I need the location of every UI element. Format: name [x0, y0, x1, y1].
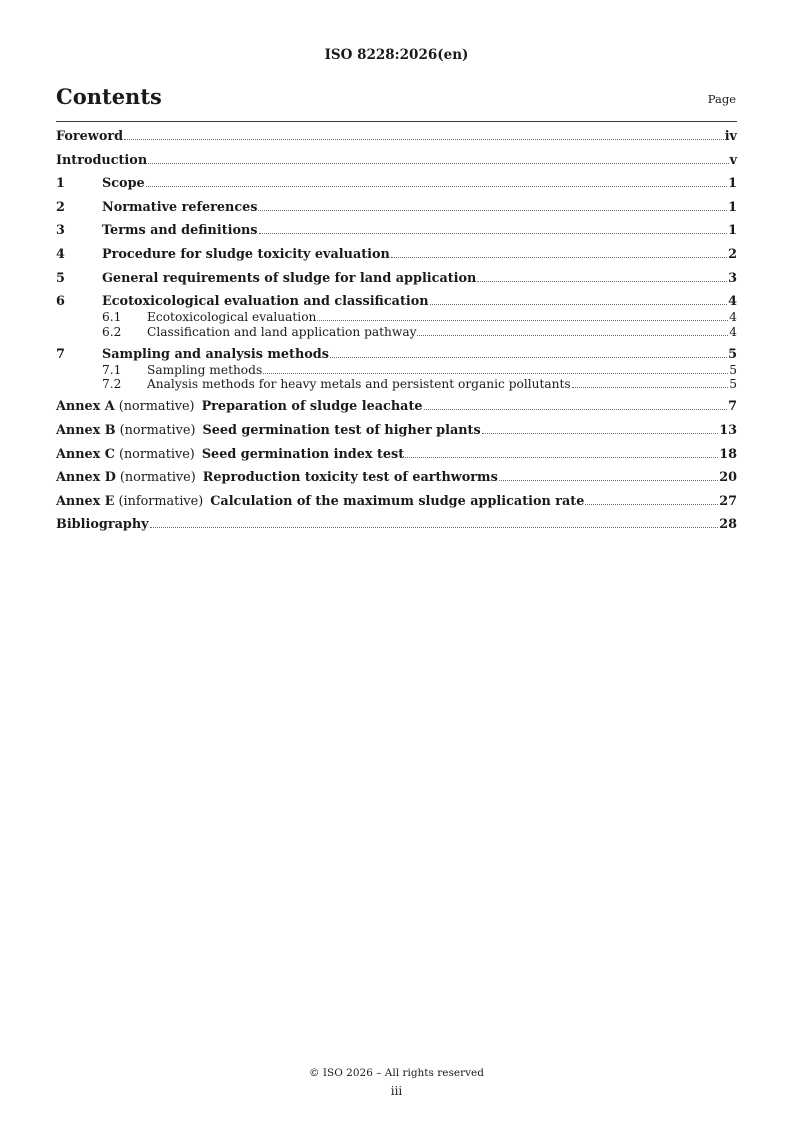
toc-entry-title: General requirements of sludge for land application: [102, 270, 477, 286]
toc-entry-page: 7: [728, 399, 737, 415]
toc-dot-leader: [572, 387, 729, 388]
toc-entry-title: Procedure for sludge toxicity evaluation: [102, 246, 390, 262]
toc-entry-page: 1: [728, 223, 737, 239]
toc-entry-introduction[interactable]: [56, 153, 737, 169]
toc-entry-page: 4: [729, 324, 737, 339]
toc-entry-page: 28: [719, 517, 737, 533]
annex-label: Annex B: [56, 422, 116, 438]
toc-annex-heading: [56, 423, 481, 439]
annex-kind: (normative): [119, 470, 196, 486]
copyright-notice: © ISO 2026 – All rights reserved: [309, 1067, 484, 1079]
toc-entry-page: 27: [719, 493, 737, 509]
toc-entry-number: 1: [56, 176, 65, 192]
annex-kind: (informative): [118, 493, 204, 509]
annex-title: Calculation of the maximum sludge application rate: [210, 493, 585, 509]
toc-entry-title: Classification and land application pathway: [147, 324, 417, 339]
toc-entry-title: Bibliography: [56, 517, 149, 533]
annex-kind: (normative): [118, 446, 195, 462]
page-number: iii: [390, 1084, 403, 1098]
toc-dot-leader: [499, 480, 718, 481]
toc-entry-subclause-6-2[interactable]: [56, 325, 737, 340]
toc-dot-leader: [148, 163, 728, 164]
annex-label: Annex A: [56, 399, 115, 415]
page-column-label: Page: [707, 92, 736, 106]
toc-entry-page: 5: [728, 346, 737, 362]
toc-entry-title: Normative references: [102, 199, 258, 215]
toc-entry-page: v: [729, 152, 737, 168]
toc-entry-title: Terms and definitions: [102, 223, 258, 239]
toc-dot-leader: [150, 527, 719, 528]
annex-kind: (normative): [118, 399, 195, 415]
document-id-header: ISO 8228:2026(en): [324, 47, 469, 63]
toc-annex-heading: [56, 447, 404, 463]
toc-dot-leader: [482, 433, 719, 434]
toc-dot-leader: [477, 281, 727, 282]
toc-entry-page: iv: [724, 129, 737, 144]
toc-entry-subclause-6-1[interactable]: [56, 310, 737, 325]
toc-entry-title: Introduction: [56, 152, 148, 168]
toc-dot-leader: [259, 233, 728, 234]
toc-entry-page: 2: [728, 246, 737, 262]
toc-entry-number: 6.1: [102, 310, 122, 325]
toc-entry-page: 5: [729, 377, 737, 392]
toc-entry-number: 6.2: [102, 324, 122, 339]
toc-entry-subclause-7-1[interactable]: [56, 363, 737, 378]
toc-dot-leader: [391, 257, 727, 258]
toc-dot-leader: [263, 373, 728, 374]
toc-entry-clause-4[interactable]: [56, 247, 737, 263]
toc-dot-leader: [330, 357, 727, 358]
toc-entry-page: 20: [719, 470, 737, 486]
toc-dot-leader: [430, 304, 728, 305]
toc-entry-annex-d[interactable]: [56, 470, 737, 486]
toc-entry-title: Foreword: [56, 129, 124, 144]
toc-entry-clause-2[interactable]: [56, 200, 737, 216]
toc-entry-clause-5[interactable]: [56, 271, 737, 287]
toc-entry-title: Sampling methods: [147, 362, 263, 377]
toc-dot-leader: [146, 186, 727, 187]
toc-entry-page: 1: [728, 199, 737, 215]
toc-entry-number: 7.2: [102, 377, 122, 392]
toc-entry-annex-e[interactable]: [56, 494, 737, 510]
toc-entry-title: Ecotoxicological evaluation and classification: [102, 294, 429, 310]
toc-entry-annex-b[interactable]: [56, 423, 737, 439]
toc-entry-clause-7[interactable]: [56, 347, 737, 363]
annex-title: Preparation of sludge leachate: [201, 399, 423, 415]
toc-entry-page: 13: [719, 422, 737, 438]
toc-entry-page: 3: [728, 270, 737, 286]
toc-entry-subclause-7-2[interactable]: [56, 377, 737, 392]
annex-title: Reproduction toxicity test of earthworms: [202, 470, 498, 486]
annex-label: Annex E: [56, 493, 115, 509]
annex-label: Annex C: [56, 446, 115, 462]
toc-entry-title: Scope: [102, 176, 145, 192]
toc-entry-page: 4: [728, 294, 737, 310]
table-of-contents: [56, 129, 737, 541]
toc-dot-leader: [585, 504, 718, 505]
toc-entry-title: Analysis methods for heavy metals and persistent organic pollutants: [147, 377, 571, 392]
toc-entry-page: 1: [728, 176, 737, 192]
toc-dot-leader: [424, 409, 728, 410]
toc-annex-heading: [56, 494, 584, 510]
toc-entry-page: 18: [719, 446, 737, 462]
toc-entry-title: Ecotoxicological evaluation: [147, 310, 317, 325]
toc-dot-leader: [417, 335, 728, 336]
annex-label: Annex D: [56, 470, 116, 486]
annex-title: Seed germination test of higher plants: [202, 422, 481, 438]
annex-kind: (normative): [119, 422, 196, 438]
toc-annex-heading: [56, 399, 423, 415]
toc-entry-page: 5: [729, 362, 737, 377]
contents-title: Contents: [56, 84, 162, 109]
annex-title: Seed germination index test: [201, 446, 405, 462]
toc-entry-number: 3: [56, 223, 65, 239]
toc-entry-number: 7: [56, 346, 65, 362]
toc-entry-number: 5: [56, 270, 65, 286]
toc-entry-clause-1[interactable]: [56, 176, 737, 192]
toc-entry-bibliography[interactable]: [56, 517, 737, 533]
toc-entry-page: 4: [729, 310, 737, 325]
toc-annex-heading: [56, 470, 498, 486]
toc-entry-clause-6[interactable]: [56, 294, 737, 310]
toc-dot-leader: [124, 139, 724, 140]
toc-entry-annex-c[interactable]: [56, 447, 737, 463]
toc-entry-number: 7.1: [102, 362, 122, 377]
toc-dot-leader: [317, 320, 728, 321]
toc-top-rule: [56, 121, 737, 122]
toc-entry-number: 6: [56, 294, 65, 310]
toc-entry-title: Sampling and analysis methods: [102, 346, 329, 362]
toc-dot-leader: [405, 457, 718, 458]
toc-entry-clause-3[interactable]: [56, 223, 737, 239]
toc-dot-leader: [258, 210, 727, 211]
toc-entry-annex-a[interactable]: [56, 399, 737, 415]
toc-entry-number: 2: [56, 199, 65, 215]
toc-entry-foreword[interactable]: [56, 129, 737, 145]
toc-entry-number: 4: [56, 246, 65, 262]
